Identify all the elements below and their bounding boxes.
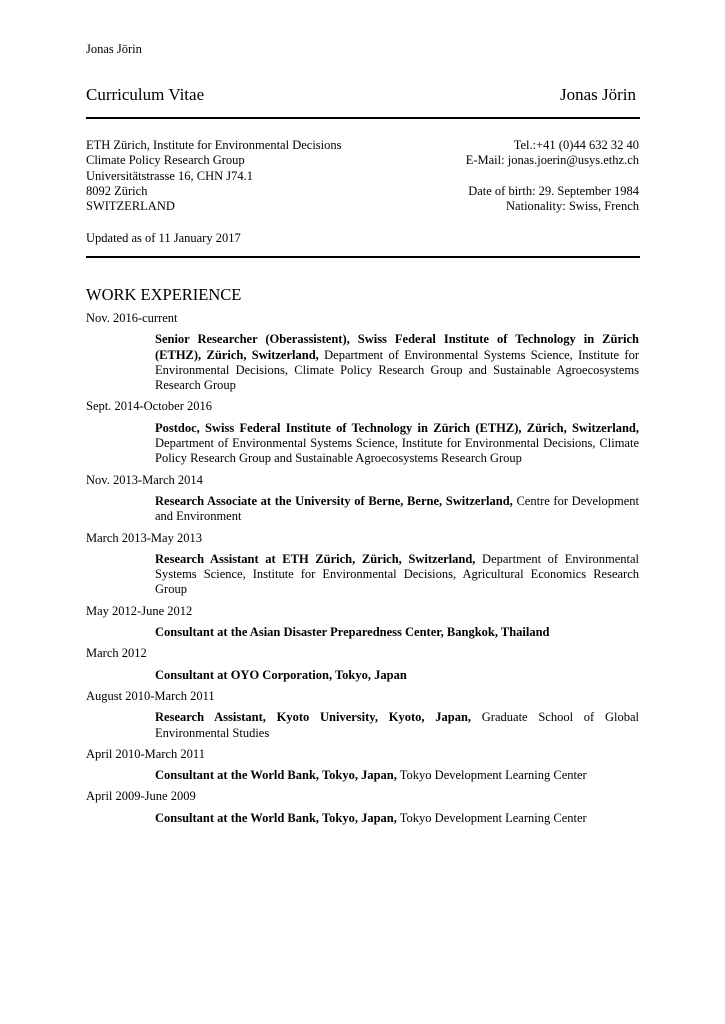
email: E-Mail: jonas.joerin@usys.ethz.ch [465, 153, 639, 168]
address-city: 8092 Zürich [86, 183, 148, 198]
entry-description [155, 421, 639, 467]
work-experience-list [86, 311, 639, 832]
running-head: Jonas Jörin [86, 42, 142, 56]
address-institution: ETH Zürich, Institute for Environmental Decisions [86, 138, 342, 152]
entry-description [155, 552, 639, 598]
top-divider [86, 117, 640, 119]
address-column [86, 138, 342, 214]
entry-details: Centre for Development and Environment [155, 493, 640, 524]
entry-position: Research Assistant, Kyoto University, Kyoto, Japan, [155, 710, 472, 725]
updated-date: Updated as of 11 January 2017 [86, 231, 241, 245]
section-title: WORK EXPERIENCE [86, 285, 242, 304]
entry-date: April 2010-March 2011 [86, 746, 205, 761]
entry-details: Department of Environmental Systems Science, Institute for Environmental Decisions, Agricultural Economics Research Group [155, 551, 640, 597]
entry-details: Department of Environmental Systems Science, Institute for Environmental Decisions, Climate Policy Research Group and Sustainable Agroecosystems Research Group [155, 436, 639, 466]
address-street: Universitätstrasse 16, CHN J74.1 [86, 168, 253, 183]
entry-date: May 2012-June 2012 [86, 603, 193, 618]
entry-details: Tokyo Development Learning Center [396, 810, 587, 825]
entry-position: Consultant at the World Bank, Tokyo, Japan, [155, 810, 397, 825]
entry-position: Research Associate at the University of Berne, Berne, Switzerland, [155, 493, 513, 508]
entry-date: Nov. 2013-March 2014 [86, 472, 203, 487]
entry-description [155, 494, 639, 525]
nationality: Nationality: Swiss, French [506, 199, 639, 214]
entry-position: Consultant at the World Bank, Tokyo, Japan, [155, 768, 397, 783]
entry-description [155, 811, 639, 826]
entry-date: Sept. 2014-October 2016 [86, 399, 213, 414]
entry-date: March 2012 [86, 646, 147, 661]
address-group: Climate Policy Research Group [86, 153, 245, 168]
header-divider [86, 256, 640, 258]
entry-position: Consultant at the Asian Disaster Preparedness Center, Bangkok, Thailand [155, 625, 550, 640]
entry-position: Consultant at OYO Corporation, Tokyo, Japan [155, 667, 407, 682]
entry-date: Nov. 2016-current [86, 311, 178, 325]
entry-position: Research Assistant at ETH Zürich, Zürich, Switzerland, [155, 551, 476, 566]
entry-details: Graduate School of Global Environmental Studies [155, 710, 639, 740]
entry-position: Postdoc, Swiss Federal Institute of Technology in Zürich (ETHZ), Zürich, Switzerland, [155, 420, 639, 435]
telephone: Tel.:+41 (0)44 632 32 40 [513, 138, 639, 152]
entry-description [155, 625, 639, 640]
entry-description [155, 332, 639, 393]
personal-column [466, 138, 639, 214]
entry-date: August 2010-March 2011 [86, 688, 215, 703]
entry-details: Tokyo Development Learning Center [396, 768, 587, 783]
entry-position: Senior Researcher (Oberassistent), Swiss Federal Institute of Technology in Zürich (ETHZ), Zürich, Switzerland, [155, 332, 639, 362]
date-of-birth: Date of birth: 29. September 1984 [468, 183, 639, 198]
entry-description [155, 768, 639, 783]
entry-description [155, 710, 639, 741]
document-title: Curriculum Vitae [86, 85, 205, 104]
author-name: Jonas Jörin [559, 85, 636, 104]
entry-description [155, 668, 639, 683]
address-country: SWITZERLAND [86, 199, 175, 214]
entry-date: April 2009-June 2009 [86, 789, 196, 804]
entry-date: March 2013-May 2013 [86, 530, 202, 545]
entry-details: Department of Environmental Systems Science, Institute for Environmental Decisions, Climate Policy Research Group and Sustainable Agroecosystems Research Group [155, 347, 639, 393]
